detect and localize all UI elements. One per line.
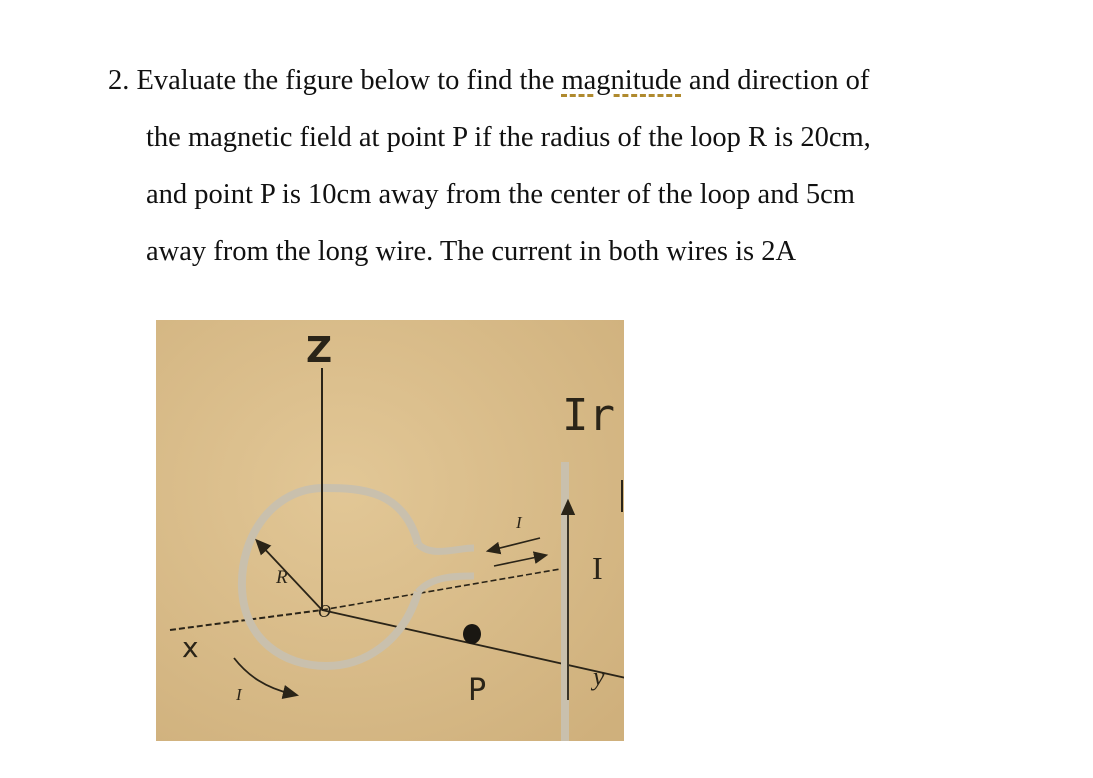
question-line-2: the magnetic field at point P if the radius of the loop R is 20cm, [146, 122, 871, 153]
z-axis-label: Z [306, 330, 333, 371]
lead-current-label: I [516, 513, 522, 532]
x-axis-label: x [182, 631, 199, 664]
figure-drawing [156, 320, 624, 741]
ir-label: Ir [562, 390, 615, 441]
long-wire-current-label: I [592, 550, 603, 586]
point-p-label: P [468, 673, 487, 708]
origin-label: O [318, 601, 331, 621]
question-line-3: and point P is 10cm away from the center of the loop and 5cm [146, 179, 855, 210]
question-text [108, 52, 1068, 280]
paper-background [156, 320, 624, 741]
question-line-1-suffix: and direction of [681, 65, 870, 96]
loop-current-label: I [236, 685, 242, 704]
radius-label: R [276, 567, 288, 588]
point-p-dot [463, 624, 481, 644]
question-line-1 [108, 52, 1068, 109]
question-line-1-prefix: 2. Evaluate the figure below to find the [108, 65, 562, 96]
y-axis-label: y [593, 662, 605, 691]
question-line-4: away from the long wire. The current in both wires is 2A [146, 236, 797, 267]
spellcheck-word[interactable]: magnitude [561, 65, 682, 96]
physics-figure [156, 320, 624, 741]
